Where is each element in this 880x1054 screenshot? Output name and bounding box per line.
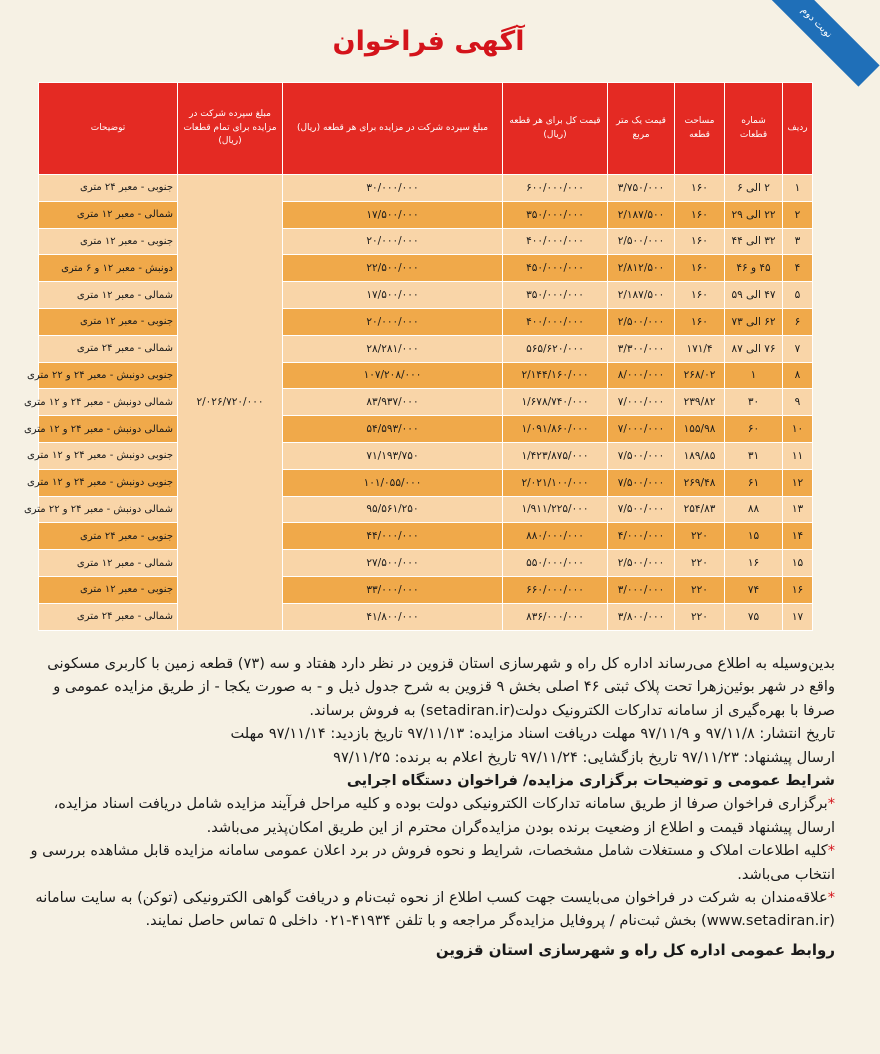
total-price-cell: ۳۵۰/۰۰۰/۰۰۰ — [503, 282, 608, 309]
unit-price-cell: ۳/۸۰۰/۰۰۰ — [608, 603, 675, 630]
description-cell: دونبش - معبر ۱۲ و ۶ متری — [39, 255, 178, 282]
table-row — [39, 469, 813, 496]
row-number-cell: ۳ — [783, 228, 813, 255]
description-cell: شمالی دونبش - معبر ۲۴ و ۱۲ متری — [39, 389, 178, 416]
bullet-1-text: برگزاری فراخوان صرفا از طریق سامانه تدارکات الکترونیکی دولت بوده و کلیه مراحل فرآیند مزایده شامل دریافت اسناد مزایده، ارسال پیشنهاد قیمت و اطلاع از وضعیت برنده بودن مزایده‌گران محترم از این طریق امکان‌پذیر می‌باشد. — [53, 795, 835, 836]
bullet-1 — [30, 792, 835, 839]
area-cell: ۱۶۰ — [675, 308, 725, 335]
total-price-cell: ۱/۶۷۸/۷۴۰/۰۰۰ — [503, 389, 608, 416]
unit-price-cell: ۷/۵۰۰/۰۰۰ — [608, 469, 675, 496]
row-number-cell: ۱۳ — [783, 496, 813, 523]
deposit-cell: ۲۸/۲۸۱/۰۰۰ — [283, 335, 503, 362]
table-row — [39, 496, 813, 523]
parcel-cell: ۴۷ الی ۵۹ — [725, 282, 783, 309]
total-price-cell: ۱/۹۱۱/۲۲۵/۰۰۰ — [503, 496, 608, 523]
total-price-cell: ۱/۴۲۳/۸۷۵/۰۰۰ — [503, 442, 608, 469]
total-price-cell: ۳۵۰/۰۰۰/۰۰۰ — [503, 201, 608, 228]
parcel-cell: ۷۴ — [725, 576, 783, 603]
description-cell: شمالی - معبر ۱۲ متری — [39, 201, 178, 228]
area-cell: ۲۲۰ — [675, 523, 725, 550]
unit-price-cell: ۲/۱۸۷/۵۰۰ — [608, 282, 675, 309]
unit-price-cell: ۷/۰۰۰/۰۰۰ — [608, 389, 675, 416]
deposit-cell: ۹۵/۵۶۱/۲۵۰ — [283, 496, 503, 523]
parcel-cell: ۳۱ — [725, 442, 783, 469]
deposit-cell: ۴۱/۸۰۰/۰۰۰ — [283, 603, 503, 630]
deposit-cell: ۱۷/۵۰۰/۰۰۰ — [283, 201, 503, 228]
row-number-cell: ۱۲ — [783, 469, 813, 496]
table-row — [39, 442, 813, 469]
area-cell: ۱۶۰ — [675, 228, 725, 255]
area-cell: ۱۶۰ — [675, 175, 725, 202]
row-number-cell: ۶ — [783, 308, 813, 335]
header-area: مساحت قطعه — [675, 83, 725, 175]
unit-price-cell: ۲/۵۰۰/۰۰۰ — [608, 228, 675, 255]
bullet-mark: * — [827, 889, 835, 907]
description-cell: شمالی - معبر ۱۲ متری — [39, 550, 178, 577]
bullet-2-text: کلیه اطلاعات املاک و مستغلات شامل مشخصات، شرایط و نحوه فروش در برد اعلان عمومی سامانه مزایده قابل مشاهده بررسی و انتخاب می‌باشد. — [30, 842, 835, 883]
table-row — [39, 175, 813, 202]
deposit-cell: ۴۴/۰۰۰/۰۰۰ — [283, 523, 503, 550]
parcel-cell: ۱ — [725, 362, 783, 389]
table-row — [39, 550, 813, 577]
total-price-cell: ۵۵۰/۰۰۰/۰۰۰ — [503, 550, 608, 577]
header-total-price: قیمت کل برای هر قطعه (ریال) — [503, 83, 608, 175]
row-number-cell: ۱۵ — [783, 550, 813, 577]
area-cell: ۲۶۹/۴۸ — [675, 469, 725, 496]
total-price-cell: ۶۶۰/۰۰۰/۰۰۰ — [503, 576, 608, 603]
corner-badge: نوبت دوم — [752, 0, 879, 87]
bullet-3 — [30, 886, 835, 933]
parcel-cell: ۶۱ — [725, 469, 783, 496]
deposit-cell: ۱۷/۵۰۰/۰۰۰ — [283, 282, 503, 309]
row-number-cell: ۱ — [783, 175, 813, 202]
table-row — [39, 255, 813, 282]
deposit-cell: ۲۰/۰۰۰/۰۰۰ — [283, 228, 503, 255]
description-cell: جنوبی - معبر ۲۴ متری — [39, 523, 178, 550]
area-cell: ۲۳۹/۸۲ — [675, 389, 725, 416]
total-price-cell: ۲/۰۲۱/۱۰۰/۰۰۰ — [503, 469, 608, 496]
unit-price-cell: ۳/۷۵۰/۰۰۰ — [608, 175, 675, 202]
dates-line-2: ارسال پیشنهاد: ۹۷/۱۱/۲۳ تاریخ بازگشایی: ۹۷/۱۱/۲۴ تاریخ اعلام به برنده: ۹۷/۱۱/۲۵ — [333, 748, 835, 766]
row-number-cell: ۵ — [783, 282, 813, 309]
row-number-cell: ۸ — [783, 362, 813, 389]
description-cell: جنوبی دونبش - معبر ۲۴ و ۲۲ متری — [39, 362, 178, 389]
total-price-cell: ۸۸۰/۰۰۰/۰۰۰ — [503, 523, 608, 550]
row-number-cell: ۱۰ — [783, 416, 813, 443]
intro-paragraph: بدین‌وسیله به اطلاع می‌رساند اداره کل راه و شهرسازی استان قزوین در نظر دارد هفتاد و سه (۷۳) قطعه زمین با کاربری مسکونی واقع در شهر بوئین‌زهرا تحت پلاک ثبتی ۴۶ اصلی بخش ۹ قزوین به شرح جدول ذیل و - به صورت یکجا - از طریق مزایده عمومی و صرفا با بهره‌گیری از سامانه تدارکات الکترونیک دولت(setadiran.ir) به فروش برساند. — [47, 655, 835, 719]
parcel-cell: ۱۵ — [725, 523, 783, 550]
deposit-cell: ۳۳/۰۰۰/۰۰۰ — [283, 576, 503, 603]
description-cell: جنوبی دونبش - معبر ۲۴ و ۱۲ متری — [39, 442, 178, 469]
header-total-deposit: مبلغ سپرده شرکت در مزایده برای تمام قطعات (ریال) — [178, 83, 283, 175]
parcel-cell: ۳۰ — [725, 389, 783, 416]
parcel-cell: ۱۶ — [725, 550, 783, 577]
header-deposit: مبلغ سپرده شرکت در مزایده برای هر قطعه (ریال) — [283, 83, 503, 175]
row-number-cell: ۱۴ — [783, 523, 813, 550]
bullet-mark: * — [827, 842, 835, 860]
unit-price-cell: ۸/۰۰۰/۰۰۰ — [608, 362, 675, 389]
table-row — [39, 416, 813, 443]
deposit-cell: ۱۰۷/۲۰۸/۰۰۰ — [283, 362, 503, 389]
unit-price-cell: ۷/۵۰۰/۰۰۰ — [608, 496, 675, 523]
deposit-cell: ۲۷/۵۰۰/۰۰۰ — [283, 550, 503, 577]
header-description: توضیحات — [39, 83, 178, 175]
parcel-cell: ۲۲ الی ۲۹ — [725, 201, 783, 228]
deposit-cell: ۲۰/۰۰۰/۰۰۰ — [283, 308, 503, 335]
description-cell: جنوبی - معبر ۱۲ متری — [39, 228, 178, 255]
table-row — [39, 282, 813, 309]
area-cell: ۱۸۹/۸۵ — [675, 442, 725, 469]
parcel-cell: ۳۲ الی ۴۴ — [725, 228, 783, 255]
header-unit-price: قیمت یک متر مربع — [608, 83, 675, 175]
total-price-cell: ۴۰۰/۰۰۰/۰۰۰ — [503, 228, 608, 255]
description-cell: جنوبی - معبر ۱۲ متری — [39, 576, 178, 603]
description-cell: شمالی - معبر ۲۴ متری — [39, 335, 178, 362]
row-number-cell: ۲ — [783, 201, 813, 228]
unit-price-cell: ۷/۵۰۰/۰۰۰ — [608, 442, 675, 469]
header-parcel: شماره قطعات — [725, 83, 783, 175]
table-header-row — [39, 83, 813, 175]
row-number-cell: ۹ — [783, 389, 813, 416]
total-price-cell: ۲/۱۴۴/۱۶۰/۰۰۰ — [503, 362, 608, 389]
unit-price-cell: ۲/۵۰۰/۰۰۰ — [608, 308, 675, 335]
parcel-cell: ۶۲ الی ۷۳ — [725, 308, 783, 335]
deposit-cell: ۵۴/۵۹۳/۰۰۰ — [283, 416, 503, 443]
table-row — [39, 576, 813, 603]
total-deposit-cell: ۲/۰۲۶/۷۲۰/۰۰۰ — [178, 175, 283, 631]
parcel-cell: ۴۵ و ۴۶ — [725, 255, 783, 282]
table-row — [39, 362, 813, 389]
area-cell: ۱۷۱/۴ — [675, 335, 725, 362]
table-row — [39, 228, 813, 255]
table-row — [39, 201, 813, 228]
area-cell: ۲۶۸/۰۲ — [675, 362, 725, 389]
row-number-cell: ۷ — [783, 335, 813, 362]
dates-line-1: تاریخ انتشار: ۹۷/۱۱/۸ و ۹۷/۱۱/۹ مهلت دریافت اسناد مزایده: ۹۷/۱۱/۱۳ تاریخ بازدید: ۹۷/۱۱/۱۴ مهلت — [230, 725, 835, 743]
area-cell: ۲۲۰ — [675, 576, 725, 603]
table-row — [39, 308, 813, 335]
unit-price-cell: ۴/۰۰۰/۰۰۰ — [608, 523, 675, 550]
row-number-cell: ۱۷ — [783, 603, 813, 630]
total-price-cell: ۴۰۰/۰۰۰/۰۰۰ — [503, 308, 608, 335]
parcel-cell: ۷۵ — [725, 603, 783, 630]
parcel-cell: ۷۶ الی ۸۷ — [725, 335, 783, 362]
page-title: آگهی فراخوان — [332, 26, 525, 57]
area-cell: ۲۲۰ — [675, 603, 725, 630]
header-row-no: ردیف — [783, 83, 813, 175]
announcement-text — [30, 652, 835, 962]
description-cell: جنوبی - معبر ۱۲ متری — [39, 308, 178, 335]
parcel-cell: ۸۸ — [725, 496, 783, 523]
description-cell: شمالی دونبش - معبر ۲۴ و ۲۲ متری — [39, 496, 178, 523]
bullet-3-text: علاقه‌مندان به شرکت در فراخوان می‌بایست جهت کسب اطلاع از نحوه ثبت‌نام و دریافت گواهی الکترونیکی (توکن) به سایت سامانه (www.setadiran.ir) بخش ثبت‌نام / پروفایل مزایده‌گر مراجعه و با تلفن ۴۱۹۳۴-۰۲۱ داخلی ۵ تماس حاصل نمایند. — [35, 889, 835, 930]
unit-price-cell: ۲/۱۸۷/۵۰۰ — [608, 201, 675, 228]
unit-price-cell: ۳/۳۰۰/۰۰۰ — [608, 335, 675, 362]
area-cell: ۲۲۰ — [675, 550, 725, 577]
row-number-cell: ۴ — [783, 255, 813, 282]
parcel-cell: ۲ الی ۶ — [725, 175, 783, 202]
deposit-cell: ۲۲/۵۰۰/۰۰۰ — [283, 255, 503, 282]
deposit-cell: ۱۰۱/۰۵۵/۰۰۰ — [283, 469, 503, 496]
total-price-cell: ۴۵۰/۰۰۰/۰۰۰ — [503, 255, 608, 282]
table-body — [23, 175, 813, 631]
deposit-cell: ۸۳/۹۳۷/۰۰۰ — [283, 389, 503, 416]
description-cell: شمالی - معبر ۱۲ متری — [39, 282, 178, 309]
area-cell: ۱۵۵/۹۸ — [675, 416, 725, 443]
total-price-cell: ۵۶۵/۶۲۰/۰۰۰ — [503, 335, 608, 362]
area-cell: ۱۶۰ — [675, 201, 725, 228]
deposit-cell: ۳۰/۰۰۰/۰۰۰ — [283, 175, 503, 202]
signature: روابط عمومی اداره کل راه و شهرسازی استان قزوین — [435, 940, 835, 959]
area-cell: ۲۵۴/۸۳ — [675, 496, 725, 523]
description-cell: شمالی دونبش - معبر ۲۴ و ۱۲ متری — [39, 416, 178, 443]
total-price-cell: ۶۰۰/۰۰۰/۰۰۰ — [503, 175, 608, 202]
bullet-mark: * — [827, 795, 835, 813]
table-row — [39, 603, 813, 630]
auction-table — [23, 82, 813, 631]
unit-price-cell: ۲/۸۱۲/۵۰۰ — [608, 255, 675, 282]
total-price-cell: ۸۳۶/۰۰۰/۰۰۰ — [503, 603, 608, 630]
deposit-cell: ۷۱/۱۹۳/۷۵۰ — [283, 442, 503, 469]
bullet-2 — [30, 839, 835, 886]
description-cell: شمالی - معبر ۲۴ متری — [39, 603, 178, 630]
area-cell: ۱۶۰ — [675, 282, 725, 309]
auction-table-wrapper — [23, 82, 812, 631]
area-cell: ۱۶۰ — [675, 255, 725, 282]
unit-price-cell: ۲/۵۰۰/۰۰۰ — [608, 550, 675, 577]
description-cell: جنوبی - معبر ۲۴ متری — [39, 175, 178, 202]
parcel-cell: ۶۰ — [725, 416, 783, 443]
row-number-cell: ۱۶ — [783, 576, 813, 603]
table-row — [39, 389, 813, 416]
table-row — [39, 523, 813, 550]
row-number-cell: ۱۱ — [783, 442, 813, 469]
total-price-cell: ۱/۰۹۱/۸۶۰/۰۰۰ — [503, 416, 608, 443]
description-cell: جنوبی دونبش - معبر ۲۴ و ۱۲ متری — [39, 469, 178, 496]
conditions-title: شرایط عمومی و توضیحات برگزاری مزایده/ فراخوان دستگاه اجرایی — [346, 772, 835, 790]
unit-price-cell: ۷/۰۰۰/۰۰۰ — [608, 416, 675, 443]
table-row — [39, 335, 813, 362]
unit-price-cell: ۳/۰۰۰/۰۰۰ — [608, 576, 675, 603]
